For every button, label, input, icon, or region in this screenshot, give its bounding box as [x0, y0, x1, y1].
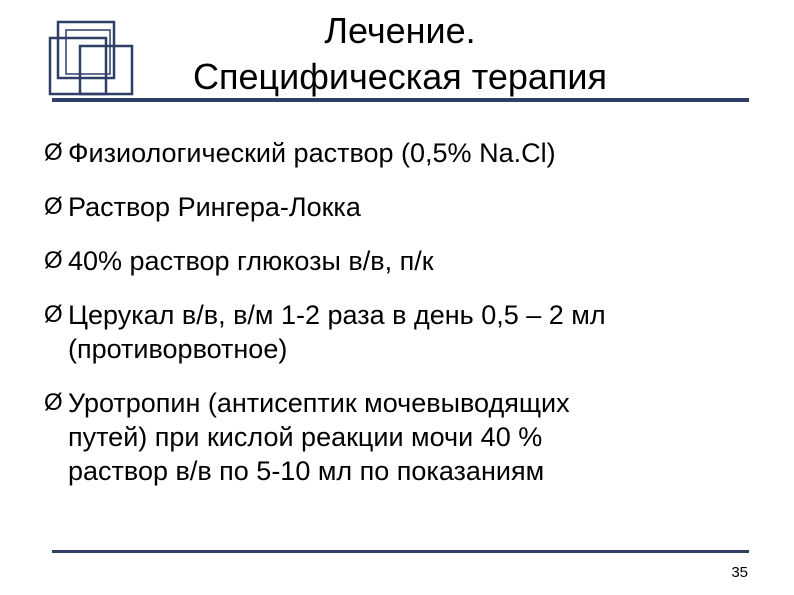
bullet-item	[44, 136, 744, 170]
bullet-text: Физиологический раствор (0,5% Na.Cl)	[68, 138, 556, 168]
footer-divider	[52, 550, 749, 553]
bullet-text: Церукал в/в, в/м 1-2 раза в день 0,5 – 2 мл	[68, 300, 606, 330]
page-number: 35	[731, 564, 748, 581]
bullet-list	[44, 136, 744, 508]
bullet-text: раствор в/в по 5-10 мл по показаниям	[68, 456, 545, 486]
overlapping-squares-icon	[44, 18, 136, 98]
arrowhead-bullet-icon: Ø	[44, 139, 63, 166]
bullet-item	[44, 386, 744, 488]
slide-title-line-1: Лечение.	[324, 10, 476, 51]
bullet-text: 40% раствор глюкозы в/в, п/к	[68, 246, 434, 276]
arrowhead-bullet-icon: Ø	[44, 247, 63, 274]
bullet-text: Раствор Рингера-Локка	[68, 192, 361, 222]
title-divider	[52, 98, 749, 102]
arrowhead-bullet-icon: Ø	[44, 301, 63, 328]
bullet-text: Уротропин (антисептик мочевыводящих	[68, 388, 570, 418]
bullet-text: (противорвотное)	[68, 334, 288, 364]
slide-title-line-2: Специфическая терапия	[192, 56, 608, 97]
bullet-text: путей) при кислой реакции мочи 40 %	[68, 422, 543, 452]
bullet-item	[44, 298, 744, 366]
arrowhead-bullet-icon: Ø	[44, 389, 63, 416]
bullet-item	[44, 244, 744, 278]
arrowhead-bullet-icon: Ø	[44, 193, 63, 220]
bullet-item	[44, 190, 744, 224]
slide-title	[140, 8, 660, 100]
